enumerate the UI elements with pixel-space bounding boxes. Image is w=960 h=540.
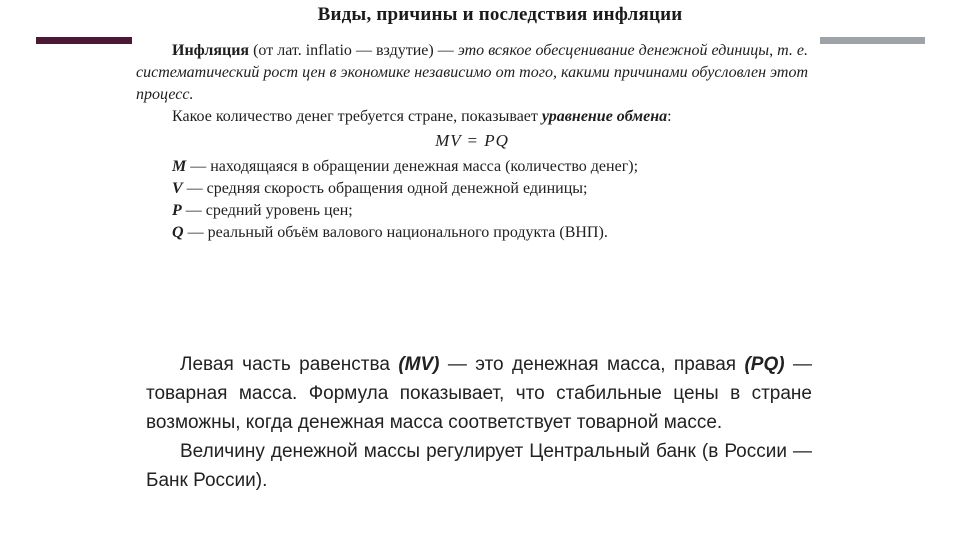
variable-desc: — средняя скорость обращения одной денежной единицы; xyxy=(182,180,588,197)
variable-item xyxy=(136,200,808,222)
central-bank-paragraph: Величину денежной массы регулирует Центральный банк (в России — Банк России). xyxy=(146,441,812,491)
variable-symbol: P xyxy=(172,202,182,219)
scanned-textbook-excerpt xyxy=(136,40,808,244)
explanation-part: Левая часть равенства xyxy=(180,354,399,375)
variable-desc: — реальный объём валового национального продукта (ВНП). xyxy=(183,224,608,241)
variable-desc: — средний уровень цен; xyxy=(181,202,353,219)
variable-list xyxy=(136,156,808,244)
pq-term: (PQ) xyxy=(744,354,785,375)
variable-item xyxy=(136,178,808,200)
mv-term: (MV) xyxy=(398,354,440,375)
exchange-equation: MV = PQ xyxy=(435,131,509,150)
explanation-part: — это денежная масса, правая xyxy=(439,354,745,375)
variable-symbol: V xyxy=(172,180,183,197)
variable-desc: — находящаяся в обращении денежная масса (количество денег); xyxy=(186,158,639,175)
variable-symbol: Q xyxy=(172,224,184,241)
variable-item xyxy=(136,222,808,244)
question-end: : xyxy=(667,108,672,125)
definition-term: Инфляция xyxy=(172,42,250,59)
question-term: уравнение обмена xyxy=(541,108,668,125)
variable-symbol: M xyxy=(172,158,187,175)
page-title: Виды, причины и последствия инфляции xyxy=(317,4,683,25)
explanation-block xyxy=(146,350,812,495)
definition-paragraph xyxy=(136,40,808,106)
definition-text: это всякое обесценивание денежной единицы, т. е. систематический рост цен в экономике независимо от того, какими причинами обусловлен этот процесс. xyxy=(136,42,809,103)
variable-item xyxy=(136,156,808,178)
question-text: Какое количество денег требуется стране, показывает xyxy=(172,108,538,125)
accent-bar-right xyxy=(820,37,925,44)
explanation-paragraph xyxy=(146,350,812,437)
question-paragraph xyxy=(136,106,808,128)
definition-origin: (от лат. inflatio — вздутие) — xyxy=(253,42,454,59)
explanation-part: — товарная масса. Формула показывает, что стабильные цены в стране возможны, когда денежная масса соответствует товарной массе. xyxy=(146,354,813,433)
accent-bar-left xyxy=(36,37,132,44)
